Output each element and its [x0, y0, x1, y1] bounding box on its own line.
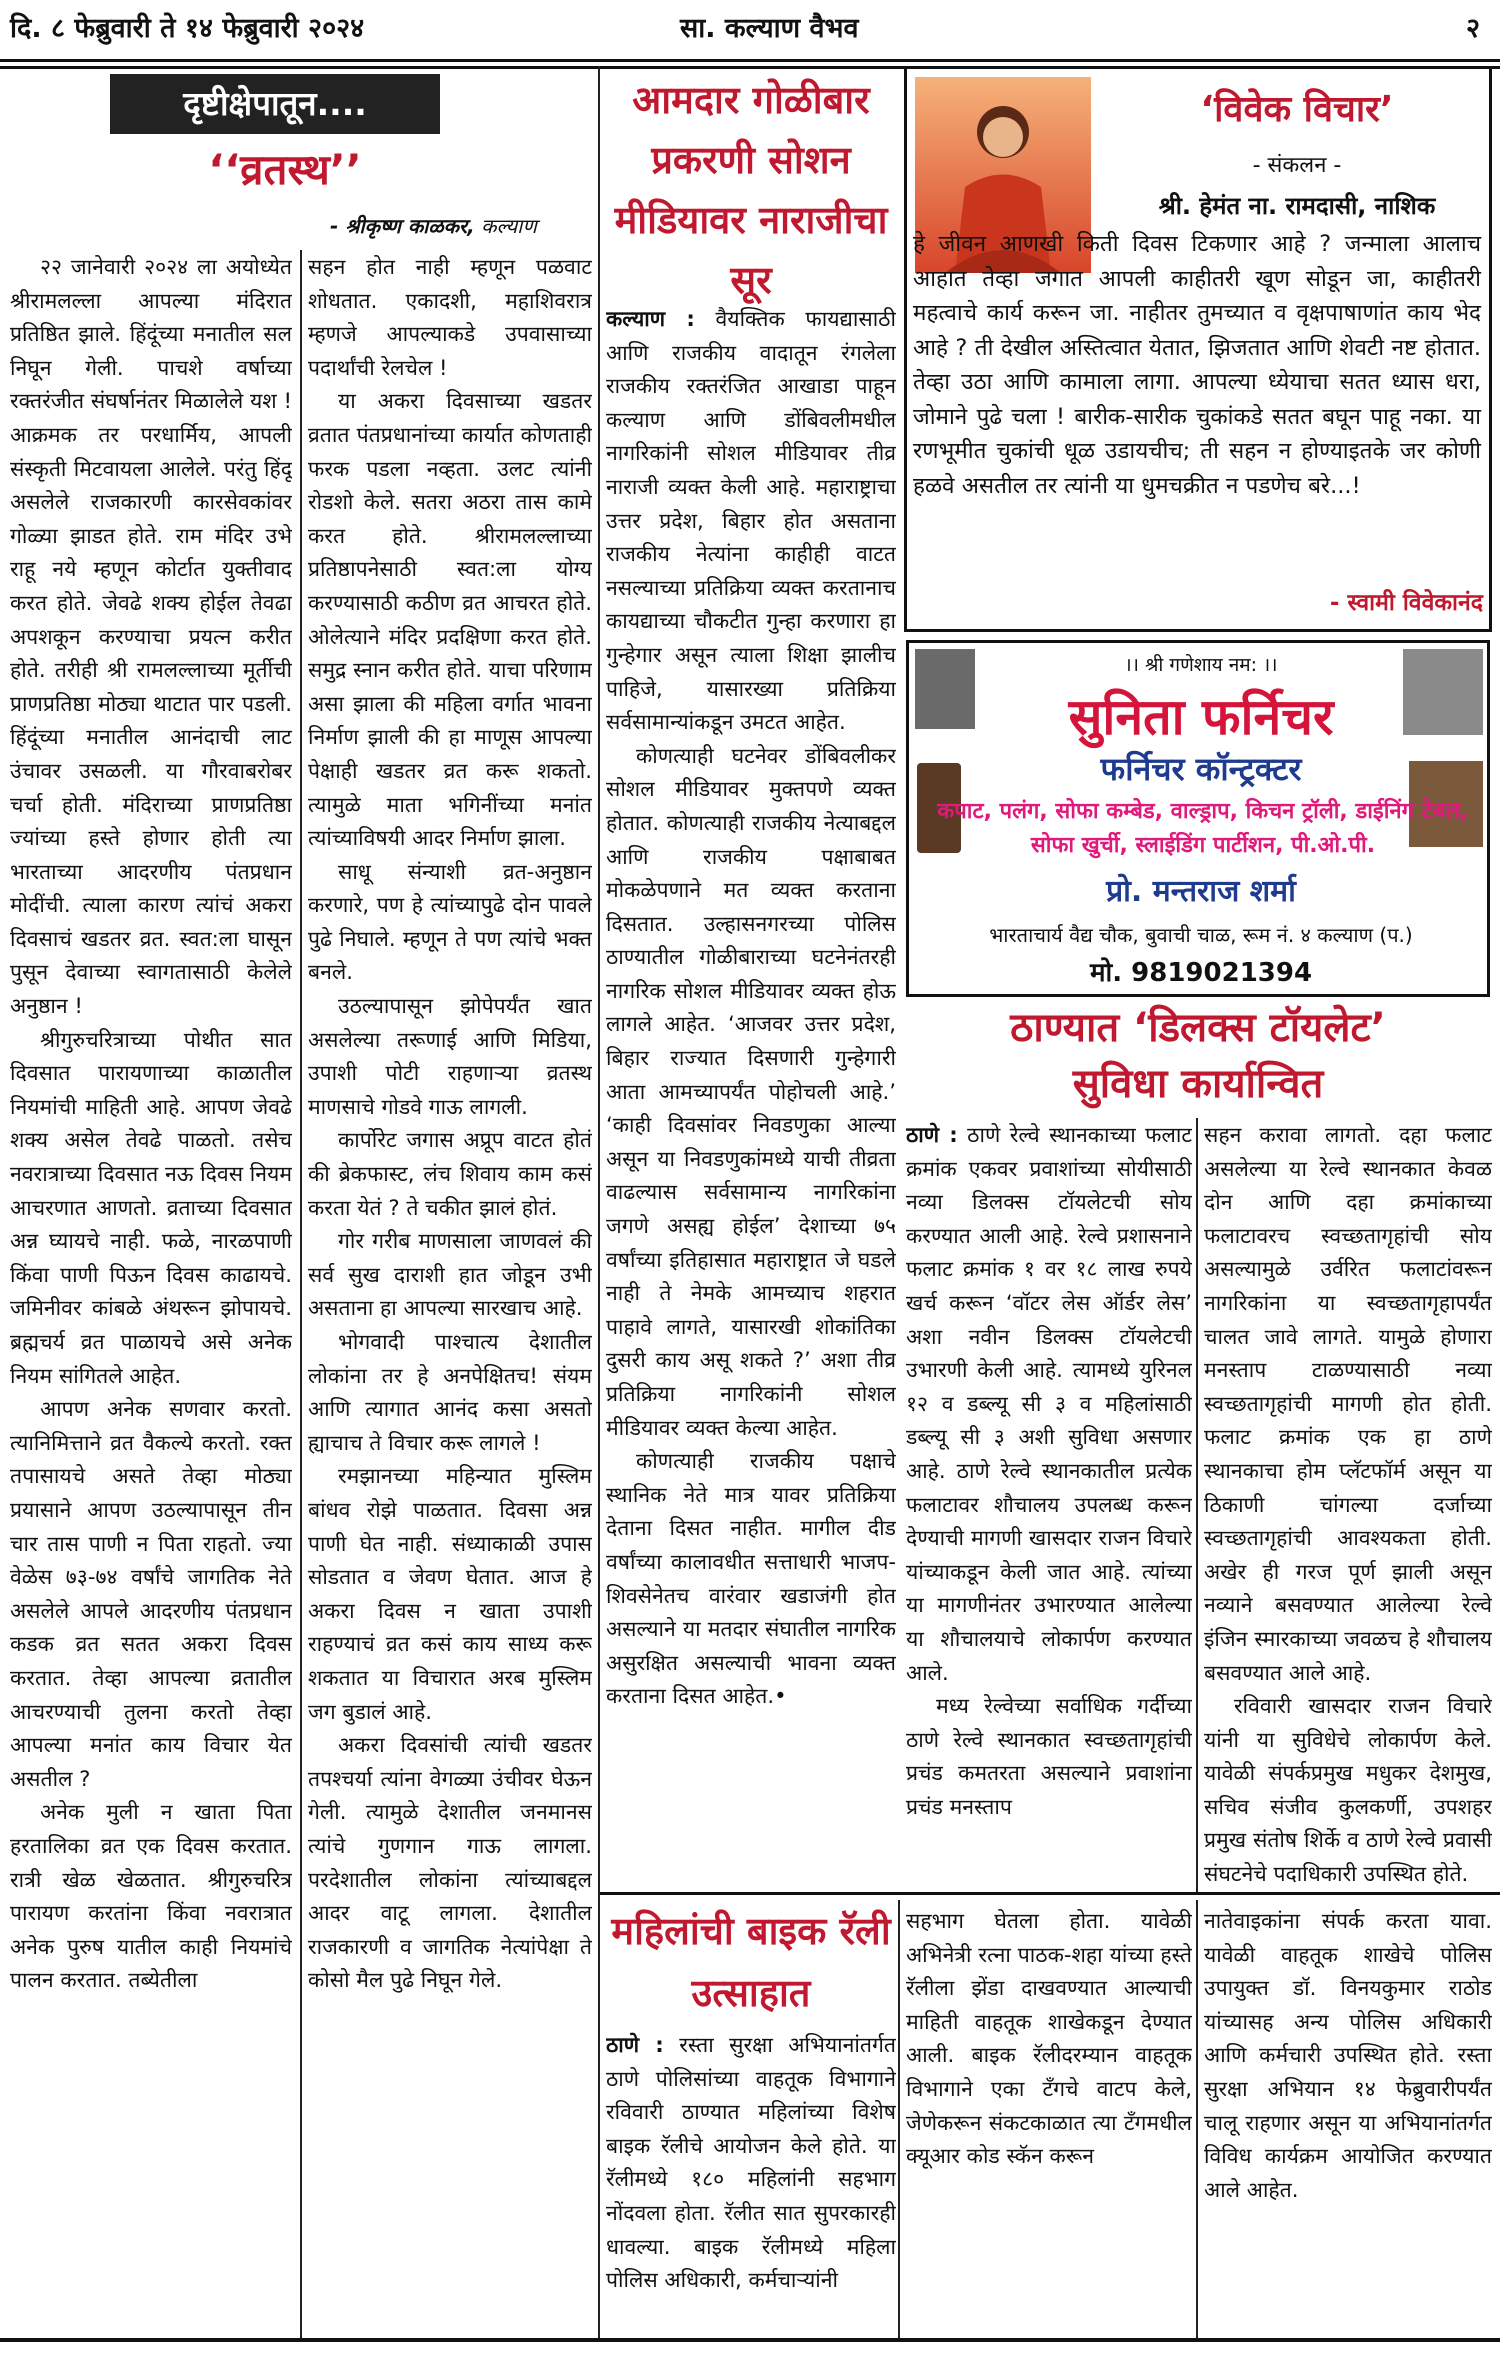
product-list: कपाट, पलंग, सोफा कम्बेड, वाल्ड्राप, किचन ट्रॉली, डाईनिंग टेबल, सोफा खुर्ची, स्लाईडिंग पार्टीशन, पी.ओ.पी.	[937, 799, 1469, 858]
paragraph: कार्पोरेट जगास अप्रूप वाटत होतं की ब्रेकफास्ट, लंच शिवाय काम कसं करता येतं ? ते चकीत झालं होतं.	[308, 1127, 592, 1220]
paragraph: साधू संन्याशी व्रत-अनुष्ठान करणारे, पण हे त्यांच्यापुढे दोन पावले पुढे निघाले. म्हणून ते पण त्यांचे भक्त बनले.	[308, 858, 592, 985]
section-rule	[900, 1892, 1500, 1895]
paragraph: भोगवादी पाश्चात्य देशातील लोकांना तर हे अनपेक्षितच! संयम आणि त्यागात आनंद कसा असतो ह्याचाच ते विचार करू लागले !	[308, 1329, 592, 1455]
column-divider	[300, 250, 302, 2338]
article3-title: महिलांची बाइक रॅली उत्साहात	[611, 1909, 891, 2015]
page-header	[0, 0, 1500, 62]
author-name: - श्रीकृष्ण काळकर,	[330, 214, 475, 238]
paragraph: अनेक मुली न खाता पिता हरतालिका व्रत एक दिवस करतात. रात्री खेळ खेळतात. श्रीगुरुचरित्र पारायण करतांना किंवा नवरात्रात अनेक पुरुष यातील काही नियमांचे पालन करतात. तब्येतीला	[10, 1799, 292, 1993]
viveka-title: ‘विवेक विचार’	[1200, 89, 1394, 130]
paragraph-text: ठाणे रेल्वे स्थानकाच्या फलाट क्रमांक एकवर प्रवाशांच्या सोयीसाठी नव्या डिलक्स टॉयलेटची सोय करण्यात आली आहे. रेल्वे प्रशासनाने फलाट क्रमांक १ वर १८ लाख रुपये खर्च करून ‘वॉटर लेस ऑर्डर लेस’ अशा नवीन डिलक्स टॉयलेटची उभारणी केली आहे. त्यामध्ये युरिनल १२ व डब्ल्यू सी ३ व महिलांसाठी डब्ल्यू सी ३ अशी सुविधा असणार आहे. ठाणे रेल्वे स्थानकातील प्रत्येक फलाटावर शौचालय उपलब्ध करून देण्याची मागणी खासदार राजन विचारे यांच्याकडून केली जात आहे. त्यांच्या या मागणीनंतर उभारण्यात आलेल्या या शौचालयाचे लोकार्पण करण्यात आले.	[906, 1122, 1192, 1685]
paragraph: सहन होत नाही म्हणून पळवाट शोधतात. एकादशी, महाशिवरात्र म्हणजे आपल्याकडे उपवासाच्या पदार्थांची रेलचेल !	[308, 254, 592, 380]
paragraph	[906, 1118, 1192, 1689]
paragraph: सहभाग घेतला होता. यावेळी अभिनेत्री रत्ना पाठक-शहा यांच्या हस्ते रॅलीला झेंडा दाखवण्यात आल्याची माहिती वाहतूक शाखेकडून देण्यात आली. बाइक रॅलीदरम्यान वाहतूक विभागाने एका टँगचे वाटप केले, जेणेकरून संकटकाळात त्या टँगमधील क्यूआर कोड स्कॅन करून	[906, 1908, 1192, 2169]
compiler-name: श्री. हेमंत ना. रामदासी, नाशिक	[1158, 192, 1436, 220]
paragraph: २२ जानेवारी २०२४ ला अयोध्येत श्रीरामलल्ला आपल्या मंदिरात प्रतिष्ठित झाले. हिंदूंच्या मनातील सल निघून गेली. पाचशे वर्षाच्या रक्तरंजीत संघर्षानंतर मिळालेले यश ! आक्रमक तर परधार्मिय, आपली संस्कृती मिटवायला आलेले. परंतु हिंदू असलेले राजकारणी कारसेवकांवर गोळ्या झाडत होते. राम मंदिर उभे राहू नये म्हणून कोर्टात युक्तीवाद करत होते. जेवढे शक्य होईल तेवढा अपशकून करण्याचा प्रयत्न करीत होते. तरीही श्री रामलल्लाच्या मूर्तीची प्राणप्रतिष्ठा मोठ्या थाटात पार पडली. हिंदूंच्या मनातील आनंदाची लाट उंचावर उसळली. या गौरवाबरोबर चर्चा होती. मंदिराच्या प्राणप्रतिष्ठा ज्यांच्या हस्ते होणार होती त्या भारताच्या आदरणीय पंतप्रधान मोदींची. त्याला कारण त्यांचं अकरा दिवसाचं खडतर व्रत. स्वत:ला घासून पुसून देवाच्या स्वागतासाठी केलेले अनुष्ठान !	[10, 254, 292, 1019]
sankalan-label: - संकलन -	[1252, 153, 1342, 178]
business-subtitle: फर्निचर कॉन्ट्रक्टर	[1100, 750, 1302, 788]
sunita-furniture-ad	[906, 640, 1490, 997]
paragraph: रमझानच्या महिन्यात मुस्लिम बांधव रोझे पाळतात. दिवसा अन्न पाणी घेत नाही. संध्याकाळी उपास सोडतात व जेवण घेतात. आज हे अकरा दिवस न खाता उपाशी राहण्याचं व्रत कसं काय साध्य करू शकतात या विचारात अरब मुस्लिम जग बुडालं आहे.	[308, 1463, 592, 1724]
article1-byline	[330, 212, 600, 239]
article4-title-line2: सुविधा कार्यान्वित	[1072, 1061, 1324, 1107]
page-number: २	[1466, 13, 1481, 44]
column-divider	[1196, 1118, 1198, 1892]
quote-text: हे जीवन आणखी किती दिवस टिकणार आहे ? जन्माला आलाच आहात तेव्हा जगात आपली काहीतरी खूण सोडून जा, काहीतरी महत्वाचे कार्य करून जा. नाहीतर तुमच्यात व वृक्षपाषाणांत काय भेद आहे ? ती देखील अस्तित्वात येतात, झिजतात आणि शेवटी नष्ट होतात. तेव्हा उठा आणि कामाला लागा. आपल्या ध्येयाचा सतत ध्यास धरा, जोमाने पुढे चला ! बारीक-सारीक चुकांकडे सतत बघून पाहू नका. या रणभूमीत चुकांची धूळ उडायचीच; ती सहन न होण्याइतके जर कोणी हळवे असतील तर त्यांनी या धुमचक्रीत न पडणेच बरे...!	[913, 231, 1481, 499]
article4-column-1	[906, 1118, 1192, 1890]
quote-author: - स्वामी विवेकानंद	[1329, 590, 1483, 616]
paragraph	[606, 302, 896, 739]
paragraph-text: रस्ता सुरक्षा अभियानांतर्गत ठाणे पोलिसांच्या वाहतूक विभागाने रविवारी ठाण्यात महिलांच्या विशेष बाइक रॅलीचे आयोजन केले होते. या रॅलीमध्ये १८० महिलांनी सहभाग नोंदवला होता. रॅलीत सात सुपरकारही धावल्या. बाइक रॅलीमध्ये महिला पोलिस अधिकारी, कर्मचाऱ्यांनी	[606, 2032, 896, 2293]
article4-title-line1: ठाण्यात ‘डिलक्स टॉयलेट’	[1010, 1005, 1386, 1051]
invocation: ।। श्री गणेशाय नम: ।।	[1124, 654, 1278, 676]
paragraph: अकरा दिवसांची त्यांची खडतर तपश्चर्या त्यांना वेगळ्या उंचीवर घेऊन गेली. त्यामुळे देशातील जनमानस त्यांचे गुणगान गाऊ लागला. परदेशातील लोकांना त्यांच्याबद्दल आदर वाटू लागला. देशातील राजकारणी व जागतिक नेत्यांपेक्षा ते कोसो मैल पुढे निघून गेले.	[308, 1732, 592, 1993]
column-divider	[598, 66, 600, 2338]
article3-column-1	[606, 2028, 896, 2334]
dateline: ठाणे :	[606, 2032, 664, 2057]
article2-title: आमदार गोळीबार प्रकरणी सोशन मीडियावर नाराजीचा सूर	[614, 78, 888, 302]
paragraph: कोणत्याही घटनेवर डोंबिवलीकर सोशल मीडियावर मुक्तपणे व्यक्त होतात. कोणत्याही राजकीय नेत्याबद्दल आणि राजकीय पक्षाबाबत मोकळेपणाने मत व्यक्त करताना दिसतात. उल्हासनगरच्या पोलिस ठाण्यातील गोळीबाराच्या घटनेनंतरही नागरिक सोशल मीडियावर व्यक्त होऊ लागले आहेत. ‘आजवर उत्तर प्रदेश, बिहार राज्यात दिसणारी गुन्हेगारी आता आमच्यापर्यंत पोहोचली आहे.’ ‘काही दिवसांवर निवडणुका आल्या असून या निवडणुकांमध्ये याची तीव्रता वाढल्यास सर्वसामान्य नागरिकांना जगणे असह्य होईल’ देशाच्या ७५ वर्षांच्या इतिहासात महाराष्ट्रात जे घडले नाही ते नेमके आमच्याच शहरात पाहावे लागते, यासारखी शोकांतिका दुसरी काय असू शकते ?’ अशा तीव्र प्रतिक्रिया नागरिकांनी सोशल मीडियावर व्यक्त केल्या आहेत.	[606, 742, 896, 1440]
viveka-vichar-box	[904, 66, 1492, 632]
paragraph: नातेवाइकांना संपर्क करता यावा. यावेळी वाहतूक शाखेचे पोलिस उपायुक्त डॉ. विनयकुमार राठोड यांच्यासह अन्य पोलिस अधिकारी आणि कर्मचारी उपस्थित होते. रस्ता सुरक्षा अभियान १४ फेब्रुवारीपर्यंत चालू राहणार असून या अभियानांतर्गत विविध कार्यक्रम आयोजित करण्यात आले आहेत.	[1204, 1908, 1492, 2202]
paragraph: मध्य रेल्वेच्या सर्वाधिक गर्दीच्या ठाणे रेल्वे स्थानकात स्वच्छतागृहांची प्रचंड कमतरता असल्याने प्रवाशांना प्रचंड मनस्ताप	[906, 1693, 1192, 1819]
paragraph	[606, 2028, 896, 2297]
paper-name: सा. कल्याण वैभव	[680, 13, 859, 44]
business-name: सुनिता फर्निचर	[1068, 688, 1334, 746]
article1-column-2	[308, 250, 592, 2338]
issue-date: दि. ८ फेब्रुवारी ते १४ फेब्रुवारी २०२४	[10, 13, 365, 44]
dateline: कल्याण :	[606, 306, 695, 331]
article3-column-2	[906, 1904, 1192, 2334]
paragraph: श्रीगुरुचरित्राच्या पोथीत सात दिवसात पारायणाच्या काळातील नियमांची माहिती आहे. आपण जेवढे शक्य असेल तेवढे पाळतो. तसेच नवरात्राच्या दिवसात नऊ दिवस नियम आचरणात आणतो. व्रताच्या दिवसात अन्न घ्यायचे नाही. फळे, नारळपाणी किंवा पाणी पिऊन दिवस काढायचे. जमिनीवर कांबळे अंथरून झोपायचे. ब्रह्मचर्य व्रत पाळायचे असे अनेक नियम सांगितले आहेत.	[10, 1026, 292, 1388]
paragraph: सहन करावा लागतो. दहा फलाट असलेल्या या रेल्वे स्थानकात केवळ दोन आणि दहा क्रमांकाच्या फलाटावरच स्वच्छतागृहांची सोय असल्यामुळे उर्वरित फलाटांवरून नागरिकांना या स्वच्छतागृहापर्यंत चालत जावे लागते. यामुळे होणारा मनस्ताप टाळण्यासाठी नव्या स्वच्छतागृहांची मागणी होत होती. फलाट क्रमांक एक हा ठाणे स्थानकाचा होम प्लॅटफॉर्म असून या ठिकाणी चांगल्या दर्जाच्या स्वच्छतागृहांची आवश्यकता होती. अखेर ही गरज पूर्ण झाली असून नव्याने बसवण्यात आलेल्या रेल्वे इंजिन स्मारकाच्या जवळच हे शौचालय बसवण्यात आले आहे.	[1204, 1122, 1492, 1685]
dateline: ठाणे :	[906, 1122, 958, 1147]
column-tag: दृष्टीक्षेपातून....	[110, 74, 440, 134]
paragraph: कोणत्याही राजकीय पक्षाचे स्थानिक नेते मात्र यावर प्रतिक्रिया देताना दिसत नाहीत. मागील दीड वर्षांच्या कालावधीत सत्ताधारी भाजप-शिवसेनेतच वारंवार खडाजंगी होत असल्याने या मतदार संघातील नागरिक असुरक्षित असल्याची भावना व्यक्त करताना दिसत आहेत.•	[606, 1448, 896, 1709]
paragraph: उठल्यापासून झोपेपर्यंत खात असलेल्या तरूणाई आणि मिडिया, उपाशी पोटी राहणाऱ्या व्रतस्थ माणसाचे गोडवे गाऊ लागली.	[308, 993, 592, 1119]
article1-column-1	[10, 250, 292, 2338]
article3-column-3	[1204, 1904, 1492, 2334]
section-rule	[600, 1892, 900, 1895]
column-divider	[1196, 1900, 1198, 2338]
page-bottom-rule	[0, 2338, 1500, 2342]
column-divider	[898, 1900, 900, 2338]
mobile-number: मो. 9819021394	[1089, 958, 1313, 988]
article4-column-2	[1204, 1118, 1492, 1890]
paragraph: रविवारी खासदार राजन विचारे यांनी या सुविधेचे लोकार्पण केले. यावेळी संपर्कप्रमुख मधुकर देशमुख, सचिव संजीव कुलकर्णी, उपशहर प्रमुख संतोष शिर्के व ठाणे रेल्वे प्रवासी संघटनेचे पदाधिकारी उपस्थित होते.	[1204, 1693, 1492, 1887]
proprietor-name: प्रो. मन्तराज शर्मा	[1106, 874, 1296, 909]
paragraph: आपण अनेक सणवार करतो. त्यानिमित्ताने व्रत वैकल्ये करतो. रक्त तपासायचे असते तेव्हा मोठ्या प्रयासाने आपण उठल्यापासून तीन चार तास पाणी न पिता राहतो. ज्या वेळेस ७३-७४ वर्षांचे जागतिक नेते असलेले आपले आदरणीय पंतप्रधान कडक व्रत सतत अकरा दिवस करतात. तेव्हा आपल्या व्रतातील आचरण्याची तुलना करतो तेव्हा आपल्या मनांत काय विचार येत असतील ?	[10, 1396, 292, 1791]
paragraph-text: वैयक्तिक फायद्यासाठी आणि राजकीय वादातून रंगलेला राजकीय रक्तरंजित आखाडा पाहून कल्याण आणि डोंबिवलीमधील नागरिकांनी सोशल मीडियावर तीव्र नाराजी व्यक्त केली आहे. महाराष्ट्राचा उत्तर प्रदेश, बिहार होत असताना राजकीय नेत्यांना काहीही वाटत नसल्याच्या प्रतिक्रिया व्यक्त करतानाच कायद्याच्या चौकटीत गुन्हा करणारा हा गुन्हेगार असून त्याला शिक्षा झालीच पाहिजे, यासारख्या प्रतिक्रिया सर्वसामान्यांकडून उमटत आहेत.	[606, 306, 896, 735]
article2-body	[606, 302, 896, 1892]
address: भारताचार्य वैद्य चौक, बुवाची चाळ, रूम नं. ४ कल्याण (प.)	[989, 923, 1413, 947]
author-place: कल्याण	[481, 214, 537, 238]
paragraph: गोर गरीब माणसाला जाणवलं की सर्व सुख दाराशी हात जोडून उभी असताना हा आपल्या सारखाच आहे.	[308, 1228, 592, 1321]
article1-title: ‘‘व्रतस्थ’’	[208, 145, 362, 194]
paragraph: या अकरा दिवसाच्या खडतर व्रतात पंतप्रधानांच्या कार्यात कोणताही फरक पडला नव्हता. उलट त्यांनी रोडशो केले. सतरा अठरा तास कामे करत होते. श्रीरामलल्लाच्या प्रतिष्ठापनेसाठी स्वत:ला योग्य करण्यासाठी कठीण व्रत आचरत होते. ओलेत्याने मंदिर प्रदक्षिणा करत होते. समुद्र स्नान करीत होते. याचा परिणाम असा झाला की महिला वर्गात भावना निर्माण झाली की हा माणूस आपल्या पेक्षाही खडतर व्रत करू शकतो. त्यामुळे माता भगिनींच्या मनांत त्यांच्याविषयी आदर निर्माण झाला.	[308, 388, 592, 851]
